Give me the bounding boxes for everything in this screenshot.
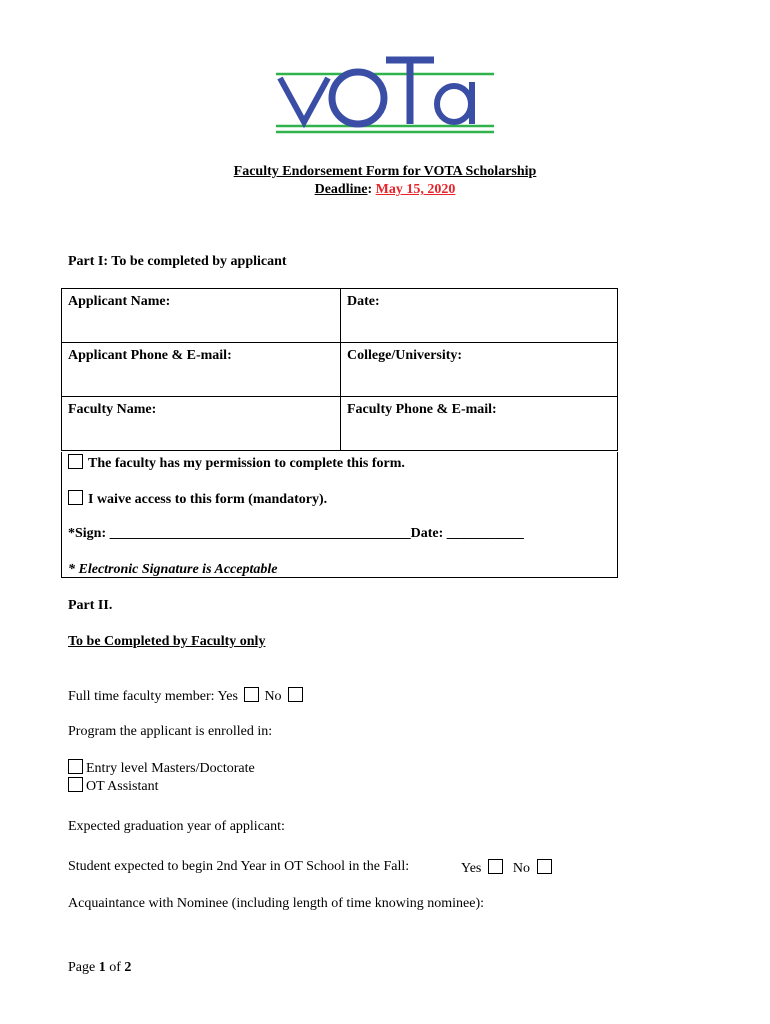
grad-year-label: Expected graduation year of applicant: <box>68 819 285 834</box>
entry-level-label: Entry level Masters/Doctorate <box>86 761 255 776</box>
fulltime-no-checkbox[interactable] <box>288 687 303 702</box>
waive-row <box>68 490 327 508</box>
program-option-row <box>68 777 158 795</box>
part2-subheading: To be Completed by Faculty only <box>68 634 266 649</box>
faculty-phone-email-field[interactable]: Faculty Phone & E-mail: <box>341 397 618 451</box>
fulltime-no-label: No <box>264 689 282 704</box>
page-total: 2 <box>124 960 132 975</box>
entry-level-checkbox[interactable] <box>68 759 83 774</box>
college-university-field[interactable]: College/University: <box>341 343 618 397</box>
fulltime-row <box>68 687 308 705</box>
part2-heading: Part II. <box>68 598 113 613</box>
page-current: 1 <box>98 960 106 975</box>
second-year-no-checkbox[interactable] <box>537 859 552 874</box>
applicant-info-table <box>61 288 618 451</box>
program-label: Program the applicant is enrolled in: <box>68 724 273 739</box>
date-field[interactable]: Date: <box>341 289 618 343</box>
vota-logo <box>276 52 496 138</box>
second-year-yes-label: Yes <box>461 861 482 876</box>
waive-label: I waive access to this form (mandatory). <box>88 492 328 507</box>
table-row <box>62 343 618 397</box>
deadline-colon: : <box>367 182 376 197</box>
permission-label: The faculty has my permission to complete this form. <box>88 456 405 471</box>
ot-assistant-label: OT Assistant <box>86 779 159 794</box>
second-year-options <box>461 859 557 877</box>
of-word: of <box>105 960 125 975</box>
faculty-name-field[interactable]: Faculty Name: <box>62 397 341 451</box>
page-number <box>68 960 131 976</box>
fulltime-yes-checkbox[interactable] <box>244 687 259 702</box>
waive-checkbox[interactable] <box>68 490 83 505</box>
applicant-name-field[interactable]: Applicant Name: <box>62 289 341 343</box>
esignature-note: * Electronic Signature is Acceptable <box>68 562 278 577</box>
second-year-no-label: No <box>512 861 530 876</box>
applicant-phone-email-field[interactable]: Applicant Phone & E-mail: <box>62 343 341 397</box>
part1-heading: Part I: To be completed by applicant <box>68 254 287 269</box>
form-title: Faculty Endorsement Form for VOTA Scholarship <box>233 164 537 179</box>
deadline-label: Deadline <box>314 182 368 197</box>
deadline-line <box>0 182 770 198</box>
deadline-date: May 15, 2020 <box>375 182 456 197</box>
acquaintance-label: Acquaintance with Nominee (including length of time knowing nominee): <box>68 896 485 911</box>
permission-row <box>68 454 405 472</box>
fulltime-label: Full time faculty member: Yes <box>68 689 238 704</box>
program-option-row <box>68 759 255 777</box>
table-row <box>62 289 618 343</box>
second-year-label: Student expected to begin 2nd Year in OT School in the Fall: <box>68 859 410 874</box>
ot-assistant-checkbox[interactable] <box>68 777 83 792</box>
table-row <box>62 397 618 451</box>
second-year-yes-checkbox[interactable] <box>488 859 503 874</box>
page-word: Page <box>68 960 99 975</box>
permission-checkbox[interactable] <box>68 454 83 469</box>
sign-line[interactable]: *Sign: ___________________________________________Date: ___________ <box>68 526 524 541</box>
